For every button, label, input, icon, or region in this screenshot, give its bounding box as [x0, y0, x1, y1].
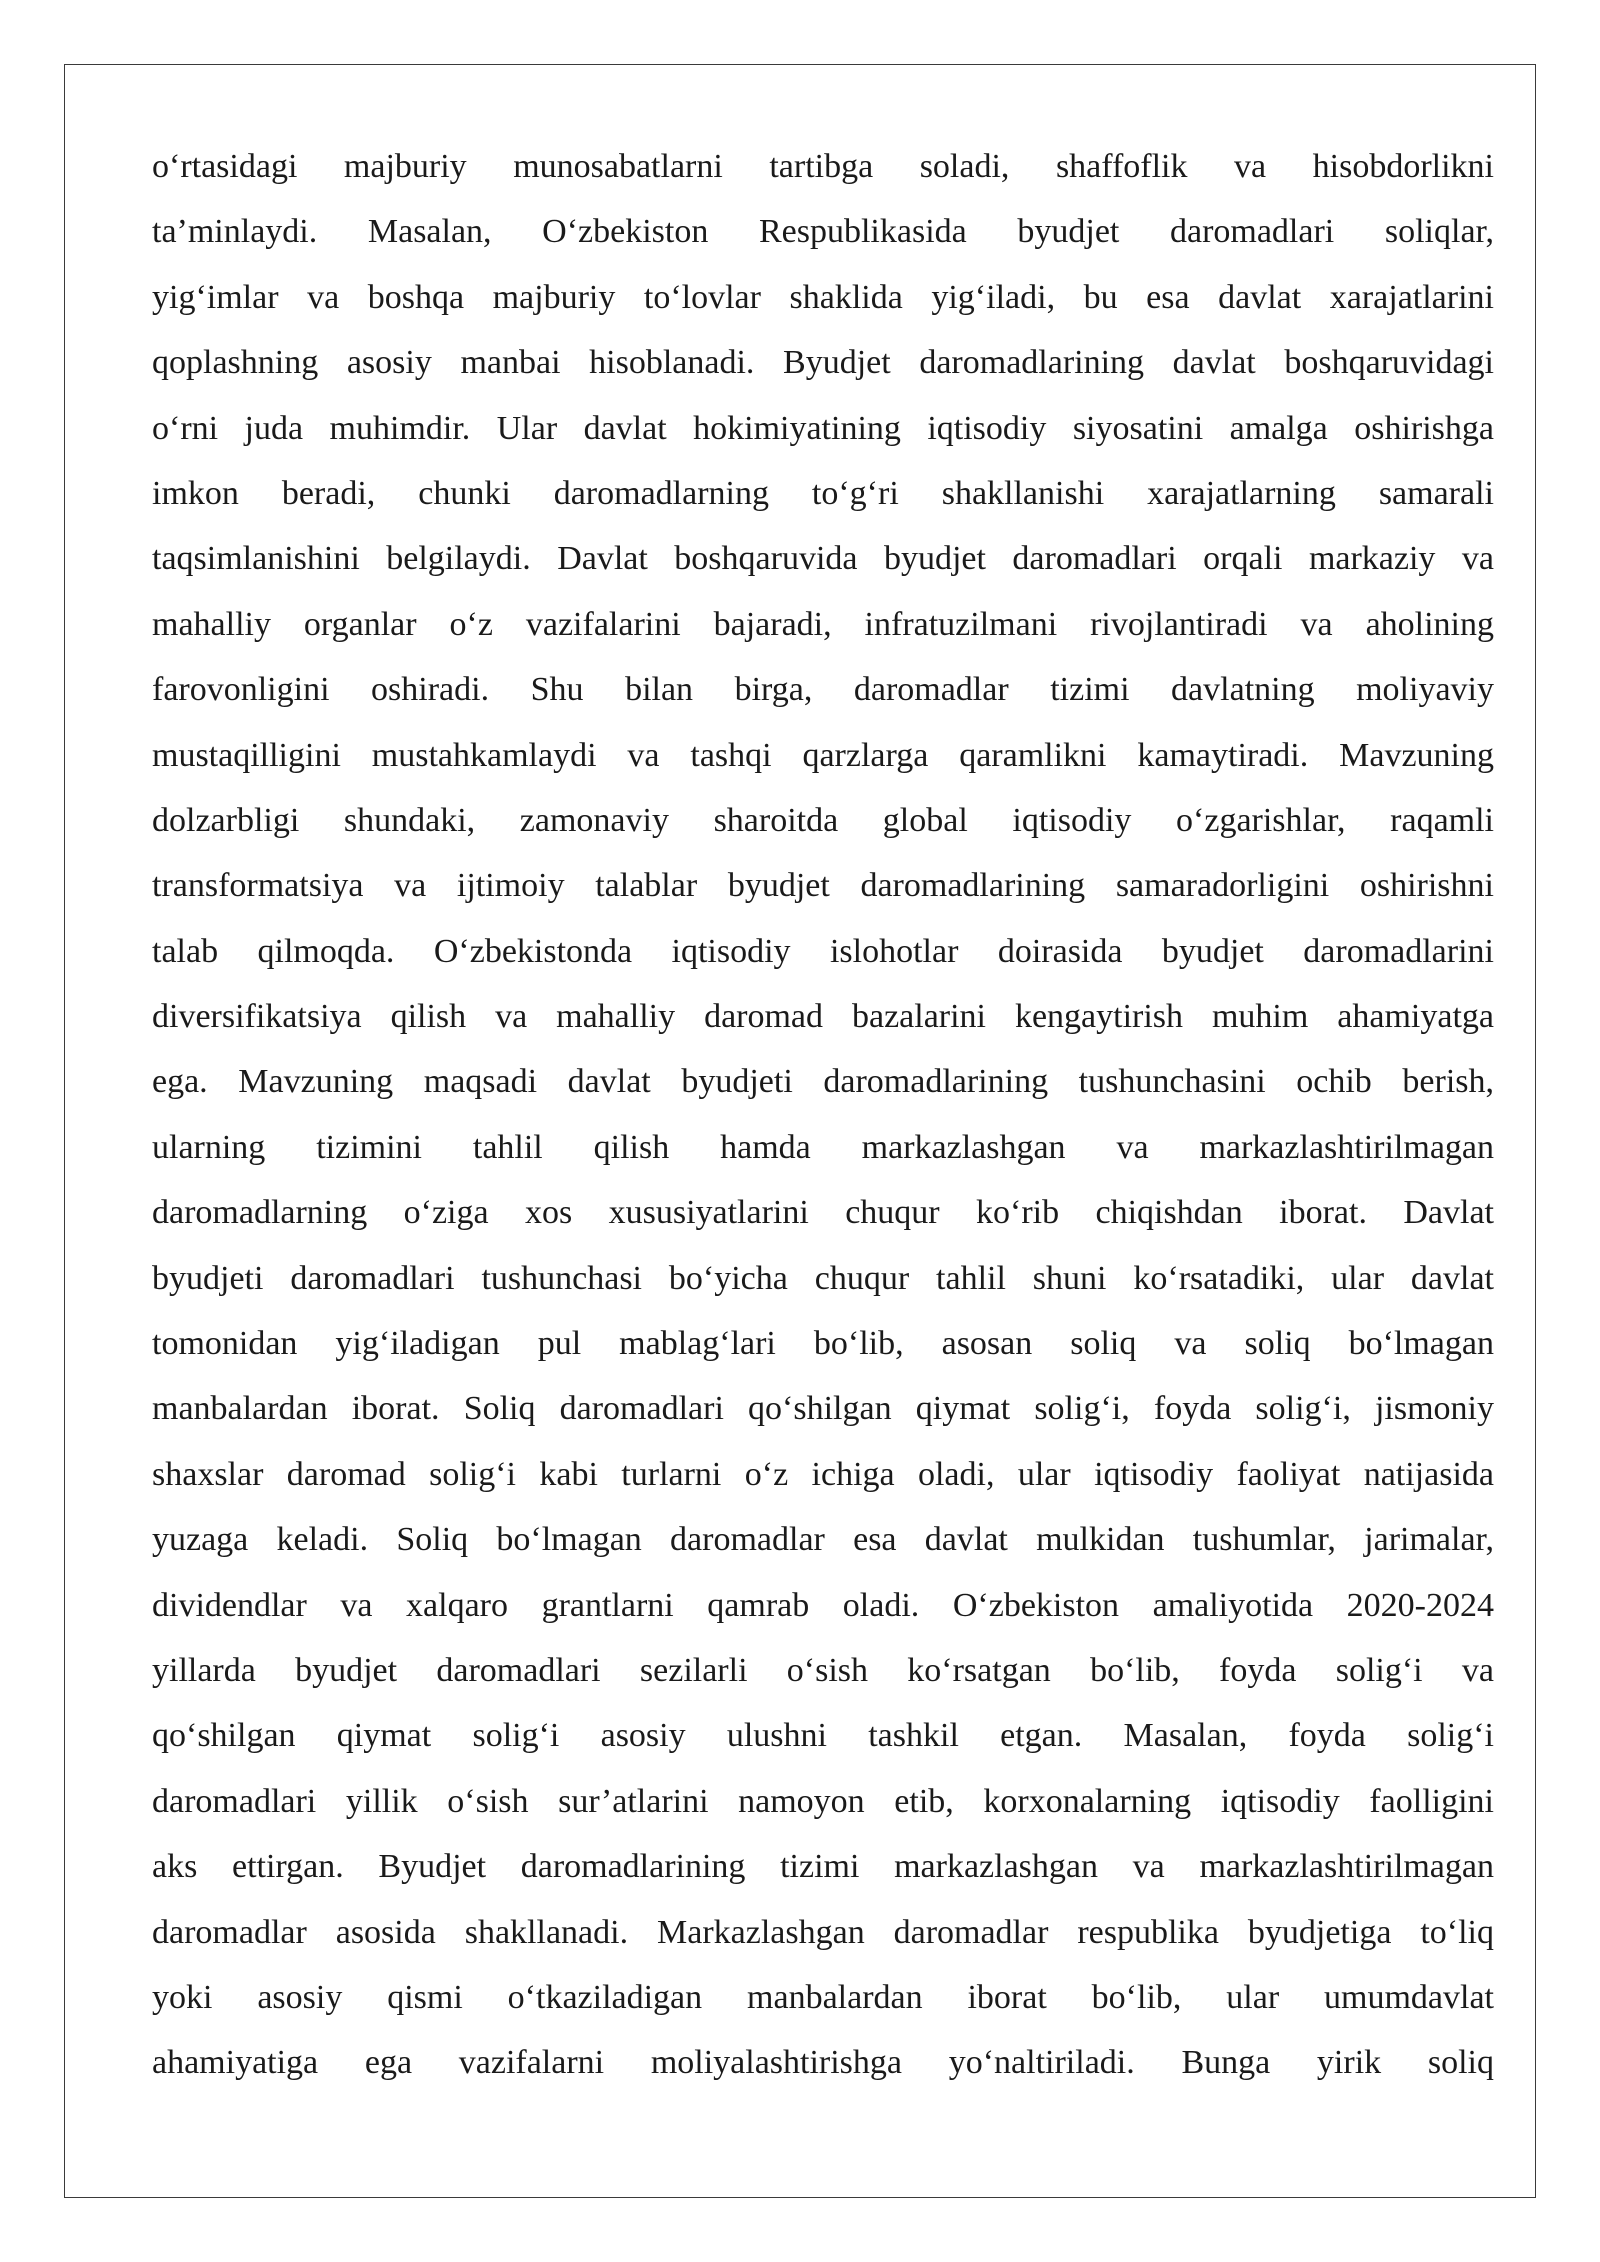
text-line: ega. Mavzuning maqsadi davlat byudjeti daromadlarining tushunchasini ochib berish,: [152, 1063, 1494, 1101]
text-line: qo‘shilgan qiymat solig‘i asosiy ulushni tashkil etgan. Masalan, foyda solig‘i: [152, 1717, 1494, 1755]
text-line: dividendlar va xalqaro grantlarni qamrab oladi. O‘zbekiston amaliyotida 2020-2024: [152, 1586, 1494, 1624]
text-line: ahamiyatiga ega vazifalarni moliyalashtirishga yo‘naltiriladi. Bunga yirik soliq: [152, 2044, 1494, 2082]
text-line: o‘rtasidagi majburiy munosabatlarni tartibga soladi, shaffoflik va hisobdorlikni: [152, 148, 1494, 185]
text-line: qoplashning asosiy manbai hisoblanadi. Byudjet daromadlarining davlat boshqaruvidagi: [152, 344, 1494, 382]
text-line: ta’minlaydi. Masalan, O‘zbekiston Respublikasida byudjet daromadlari soliqlar,: [152, 213, 1494, 251]
text-line: imkon beradi, chunki daromadlarning to‘g‘ri shakllanishi xarajatlarning samarali: [152, 474, 1494, 512]
text-line: dolzarbligi shundaki, zamonaviy sharoitda global iqtisodiy o‘zgarishlar, raqamli: [152, 801, 1494, 839]
text-line: manbalardan iborat. Soliq daromadlari qo‘shilgan qiymat solig‘i, foyda solig‘i, jismoniy: [152, 1390, 1494, 1428]
text-line: transformatsiya va ijtimoiy talablar byudjet daromadlarining samaradorligini oshirishni: [152, 867, 1494, 905]
text-line: o‘rni juda muhimdir. Ular davlat hokimiyatining iqtisodiy siyosatini amalga oshirishga: [152, 409, 1494, 447]
text-line: aks ettirgan. Byudjet daromadlarining tizimi markazlashgan va markazlashtirilmagan: [152, 1848, 1494, 1886]
text-line: diversifikatsiya qilish va mahalliy daromad bazalarini kengaytirish muhim ahamiyatga: [152, 998, 1494, 1036]
text-line: ularning tizimini tahlil qilish hamda markazlashgan va markazlashtirilmagan: [152, 1128, 1494, 1166]
text-line: mustaqilligini mustahkamlaydi va tashqi qarzlarga qaramlikni kamaytiradi. Mavzuning: [152, 736, 1494, 774]
text-line: shaxslar daromad solig‘i kabi turlarni o‘z ichiga oladi, ular iqtisodiy faoliyat natijasida: [152, 1455, 1494, 1493]
text-line: farovonligini oshiradi. Shu bilan birga, daromadlar tizimi davlatning moliyaviy: [152, 671, 1494, 709]
text-line: yoki asosiy qismi o‘tkaziladigan manbalardan iborat bo‘lib, ular umumdavlat: [152, 1978, 1494, 2016]
text-line: tomonidan yig‘iladigan pul mablag‘lari bo‘lib, asosan soliq va soliq bo‘lmagan: [152, 1325, 1494, 1363]
text-line: yig‘imlar va boshqa majburiy to‘lovlar shaklida yig‘iladi, bu esa davlat xarajatlarini: [152, 278, 1494, 316]
text-line: taqsimlanishini belgilaydi. Davlat boshqaruvida byudjet daromadlari orqali markaziy va: [152, 540, 1494, 578]
text-line: daromadlari yillik o‘sish sur’atlarini namoyon etib, korxonalarning iqtisodiy faolligini: [152, 1782, 1494, 1820]
text-line: byudjeti daromadlari tushunchasi bo‘yicha chuqur tahlil shuni ko‘rsatadiki, ular davlat: [152, 1259, 1494, 1297]
text-line: yillarda byudjet daromadlari sezilarli o‘sish ko‘rsatgan bo‘lib, foyda solig‘i va: [152, 1651, 1494, 1689]
text-line: talab qilmoqda. O‘zbekistonda iqtisodiy islohotlar doirasida byudjet daromadlarini: [152, 932, 1494, 970]
text-line: daromadlarning o‘ziga xos xususiyatlarini chuqur ko‘rib chiqishdan iborat. Davlat: [152, 1194, 1494, 1232]
text-line: yuzaga keladi. Soliq bo‘lmagan daromadlar esa davlat mulkidan tushumlar, jarimalar,: [152, 1521, 1494, 1559]
text-line: mahalliy organlar o‘z vazifalarini bajaradi, infratuzilmani rivojlantiradi va aholining: [152, 605, 1494, 643]
text-line: daromadlar asosida shakllanadi. Markazlashgan daromadlar respublika byudjetiga to‘liq: [152, 1913, 1494, 1951]
body-paragraph: [152, 150, 1494, 2112]
